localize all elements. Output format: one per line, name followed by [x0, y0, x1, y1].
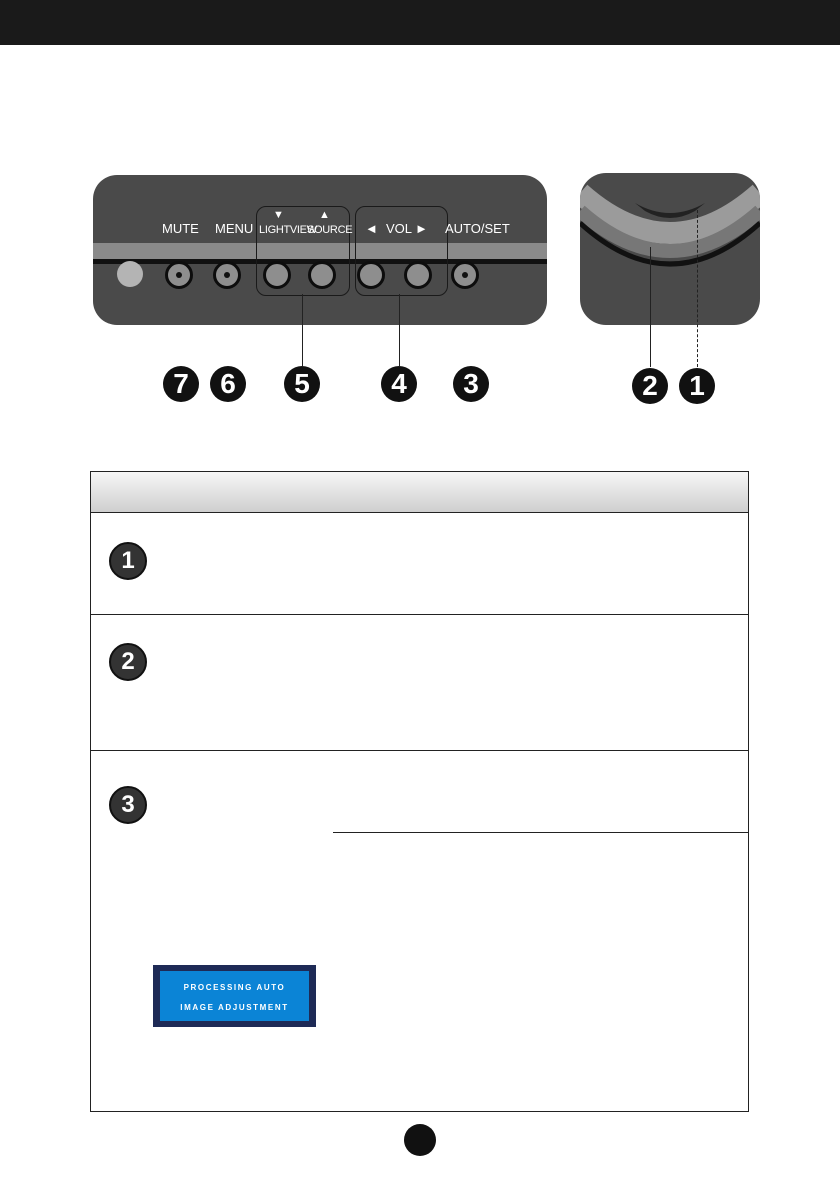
source-button[interactable] [308, 261, 336, 289]
callout-line-2 [650, 247, 651, 367]
mute-label: MUTE [162, 221, 199, 236]
callout-line-1 [697, 210, 699, 367]
callout-6: 6 [210, 366, 246, 402]
callout-line-4 [399, 294, 400, 366]
auto-adjustment-osd-message [153, 965, 316, 1027]
source-label: SOURCE [307, 224, 353, 236]
power-button-side-illustration [580, 173, 760, 325]
power-button-curves [580, 173, 760, 325]
volume-down-button[interactable] [357, 261, 385, 289]
menu-label: MENU [215, 221, 254, 236]
control-panel-illustration [93, 175, 547, 325]
row-divider [91, 750, 748, 751]
vol-left-arrow-icon: ◄ [365, 221, 378, 236]
arrow-down-icon: ▼ [273, 209, 284, 221]
callout-5: 5 [284, 366, 320, 402]
callout-3: 3 [453, 366, 489, 402]
auto-set-label: AUTO/SET [445, 221, 510, 236]
row-divider [91, 614, 748, 615]
page-number-badge [404, 1124, 436, 1156]
vol-right-arrow-icon: ► [415, 221, 428, 236]
row-number-3: 3 [109, 786, 147, 824]
power-indicator-led [117, 261, 143, 287]
table-header [91, 472, 748, 513]
callout-7: 7 [163, 366, 199, 402]
row-number-1: 1 [109, 542, 147, 580]
lightview-button[interactable] [263, 261, 291, 289]
auto-set-button[interactable] [451, 261, 479, 289]
menu-button[interactable] [213, 261, 241, 289]
row-3-subdivider [333, 832, 749, 833]
osd-line-2: IMAGE ADJUSTMENT [180, 1003, 289, 1012]
callout-line-5 [302, 294, 303, 366]
volume-up-button[interactable] [404, 261, 432, 289]
arrow-up-icon: ▲ [319, 209, 330, 221]
header-bar [0, 0, 840, 45]
vol-label: VOL [386, 221, 413, 236]
osd-line-1: PROCESSING AUTO [183, 983, 286, 992]
row-number-2: 2 [109, 643, 147, 681]
callout-2: 2 [632, 368, 668, 404]
lightview-label: LIGHTVIEW [259, 224, 317, 236]
callout-4: 4 [381, 366, 417, 402]
mute-button[interactable] [165, 261, 193, 289]
callout-1: 1 [679, 368, 715, 404]
